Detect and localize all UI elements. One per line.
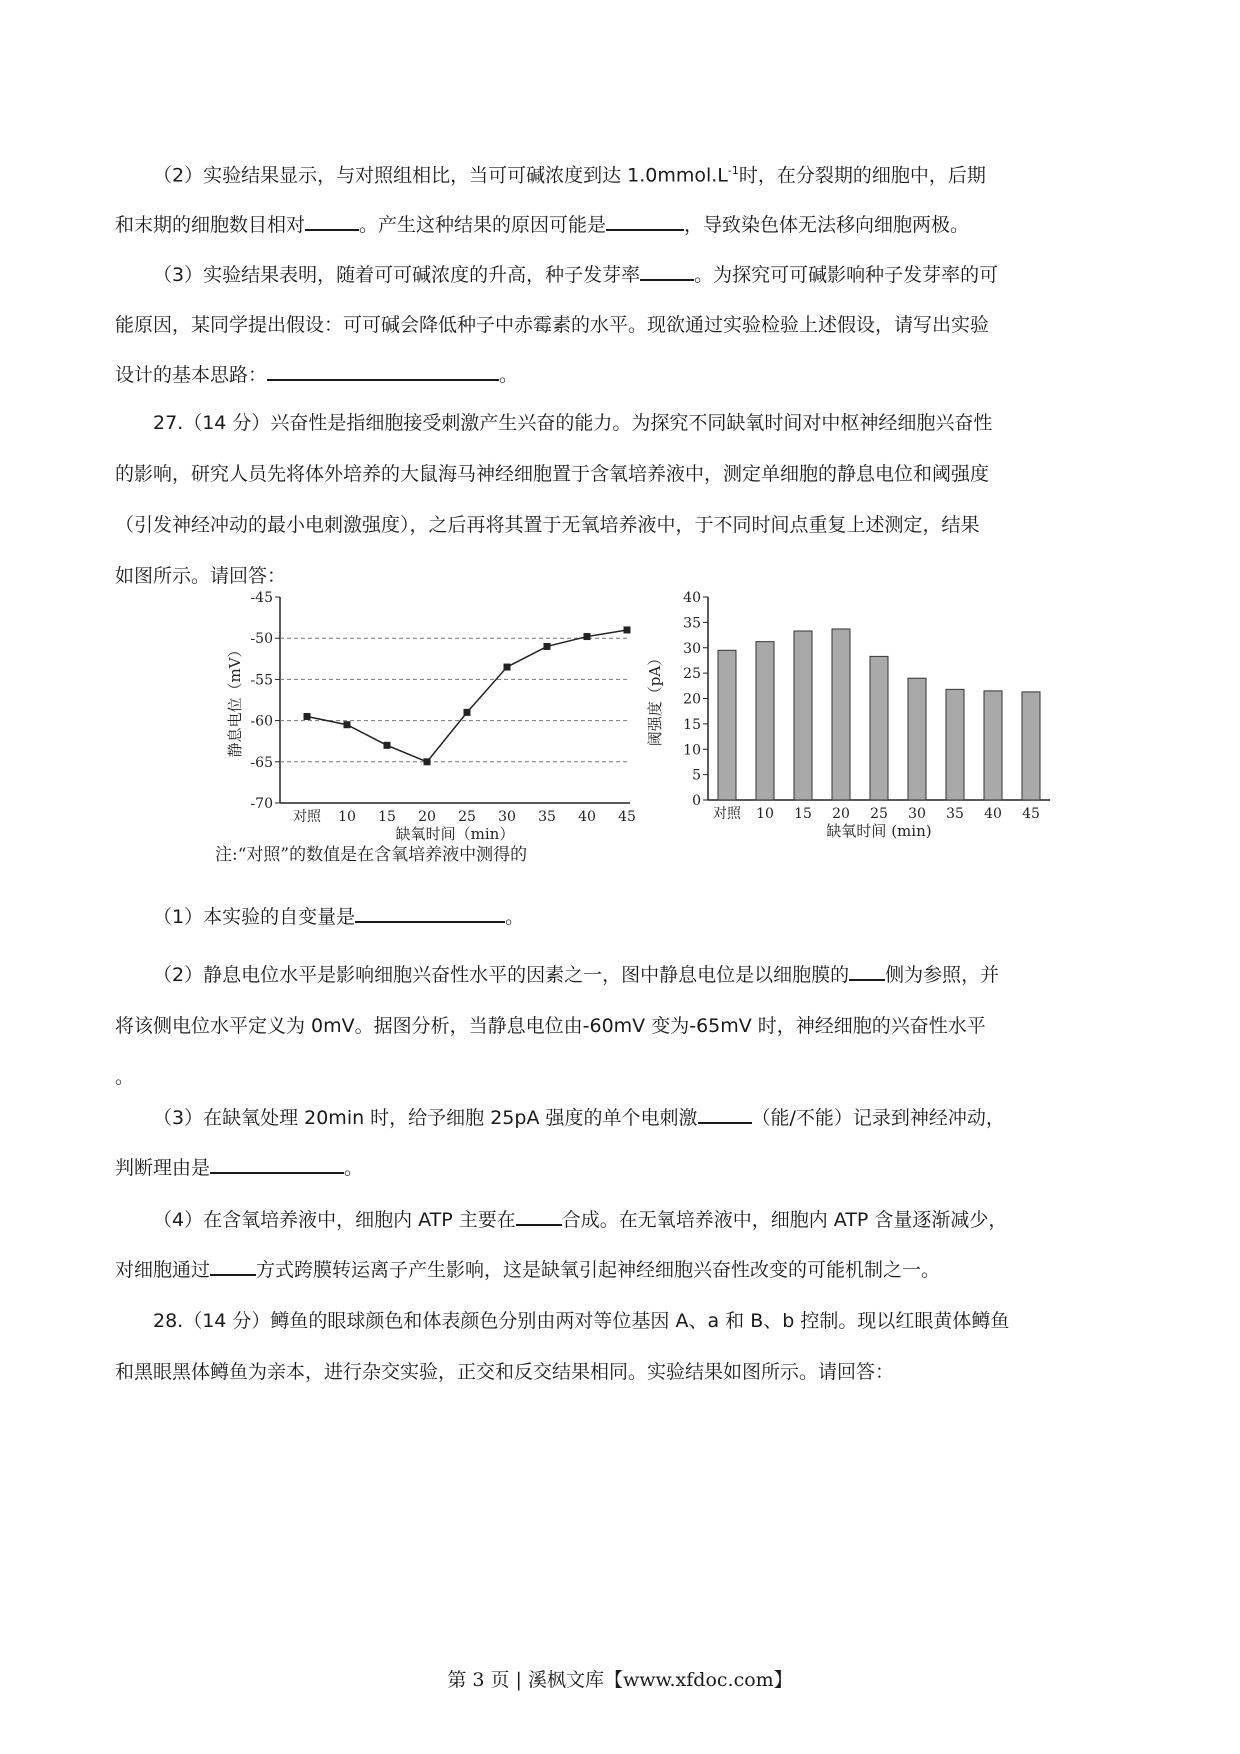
q26-p3-text-b: 。为探究可可碱影响种子发芽率的可 [694,264,999,286]
data-point [424,758,431,765]
bar [794,631,812,800]
bar [718,650,736,800]
answer-blank[interactable] [355,903,505,923]
y-tick-label: 10 [683,742,701,759]
x-tick-label: 20 [832,806,850,822]
y-tick-label: -70 [250,796,273,812]
bar [756,642,774,800]
bar [984,691,1002,800]
bar [832,629,850,800]
data-point [584,633,591,640]
x-tick-label: 25 [870,806,888,822]
q27-s1-text-a: （1）本实验的自变量是 [153,906,356,928]
x-axis-label: 缺氧时间（min） [395,825,515,843]
q27-s4-text-c: 对细胞通过 [115,1259,211,1281]
q26-p2-text-c: 和末期的细胞数目相对 [115,214,306,237]
q27-s3-text-a: （3）在缺氧处理 20min 时，给予细胞 25pA 强度的单个电刺激 [153,1107,698,1129]
data-point [544,643,551,650]
q27-s2-text-b: 侧为参照，并 [885,964,1000,986]
y-tick-label: 15 [683,716,701,733]
y-tick-label: -45 [250,590,273,606]
q27-s1-text-b: 。 [505,906,525,928]
q27-s4-text-d: 方式跨膜转运离子产生影响，这是缺氧引起神经细胞兴奋性改变的可能机制之一。 [256,1259,941,1281]
x-tick-label: 45 [618,809,636,825]
q27-s2-text-d: 。 [115,1066,135,1088]
q28-line: 和黑眼黑体鳟鱼为亲本，进行杂交实验，正交和反交结果相同。实验结果如图所示。请回答： [115,1361,895,1383]
bar [1022,692,1040,800]
data-point [344,721,351,728]
answer-blank[interactable] [640,261,694,281]
q27-intro-line: 的影响，研究人员先将体外培养的大鼠海马神经细胞置于含氧培养液中，测定单细胞的静息电位和阈强度 [115,463,990,485]
y-tick-label: 0 [692,793,701,809]
q27-s2-text-a: （2）静息电位水平是影响细胞兴奋性水平的因素之一，图中静息电位是以细胞膜的 [153,964,850,986]
q26-part2 [115,146,1135,250]
data-point [384,742,391,749]
charts-svg [210,585,1090,865]
answer-blank[interactable] [849,961,885,981]
x-tick-label: 30 [908,806,926,822]
x-tick-label: 10 [756,806,774,822]
answer-blank[interactable] [305,211,359,231]
q28-intro [115,1296,1135,1398]
bar [908,678,926,800]
q27-intro [115,398,1135,602]
y-axis-label: 静息电位（mV） [226,642,244,758]
data-point [624,626,631,633]
x-tick-label: 35 [538,809,556,825]
x-axis-label: 缺氧时间 (min) [826,822,932,840]
q26-p3-text-a: （3）实验结果表明，随着可可碱浓度的升高，种子发芽率 [153,264,641,286]
bar [946,689,964,800]
q27-intro-line: 27.（14 分）兴奋性是指细胞接受刺激产生兴奋的能力。为探究不同缺氧时间对中枢神经细胞兴奋性 [153,412,993,434]
q26-p2-superscript: -1 [727,164,739,177]
x-tick-label: 45 [1022,806,1040,822]
q27-s3-text-c: 判断理由是 [115,1157,211,1179]
q27-s3-text-b: （能/不能）记录到神经冲动， [751,1107,1005,1129]
y-tick-label: 5 [692,767,701,784]
q27-s4-text-a: （4）在含氧培养液中，细胞内 ATP 主要在 [153,1209,516,1231]
q26-p2-text-e: ，导致染色体无法移向细胞两极。 [684,214,970,237]
answer-blank[interactable] [516,1206,562,1226]
resting-potential-line-chart [226,590,636,843]
q27-sub4 [115,1195,1135,1295]
x-tick-label: 40 [578,809,596,825]
x-tick-label: 40 [984,806,1002,822]
answer-blank[interactable] [210,1154,344,1174]
series-line [307,630,627,762]
data-point [464,709,471,716]
x-tick-label: 20 [418,809,436,825]
q26-p3-text-c: 能原因，某同学提出假设：可可碱会降低种子中赤霉素的水平。现欲通过实验检验上述假设，请写出实验 [115,314,990,336]
q28-line: 28.（14 分）鳟鱼的眼球颜色和体表颜色分别由两对等位基因 A、a 和 B、b 控制。现以红眼黄体鳟鱼 [153,1310,1010,1332]
q27-sub1 [115,903,1135,931]
q27-intro-line: 如图所示。请回答： [115,565,287,587]
y-tick-label: -50 [250,631,273,648]
answer-blank[interactable] [210,1256,256,1276]
y-tick-label: 25 [683,666,701,683]
q27-sub2 [115,950,1135,1103]
page-footer: 第 3 页 | 溪枫文库【www.xfdoc.com】 [447,1669,793,1691]
y-tick-label: -65 [250,754,273,771]
y-tick-label: 20 [683,691,701,708]
x-tick-label: 35 [946,806,964,822]
answer-blank[interactable] [698,1104,752,1124]
x-tick-label: 对照 [713,806,741,822]
data-point [304,713,311,720]
q26-p3-text-d: 设计的基本思路： [115,364,268,386]
q27-s2-text-c: 将该侧电位水平定义为 0mV。据图分析，当静息电位由-60mV 变为-65mV 时，神经细胞的兴奋性水平 [115,1015,986,1037]
x-tick-label: 10 [338,809,356,825]
x-tick-label: 对照 [293,809,321,825]
q26-p2-text-b: 时，在分裂期的细胞中，后期 [738,164,986,187]
q27-intro-line: （引发神经冲动的最小电刺激强度），之后再将其置于无氧培养液中，于不同时间点重复上述测定，结果 [115,514,980,536]
bar [870,656,888,800]
y-tick-label: -55 [250,672,273,689]
data-point [504,664,511,671]
y-tick-label: 30 [683,640,701,657]
x-tick-label: 15 [794,806,812,822]
q26-p3-text-e: 。 [499,364,519,386]
q26-part3 [115,250,1135,400]
y-tick-label: 35 [683,615,701,632]
y-tick-label: 40 [683,590,701,606]
x-tick-label: 25 [458,809,476,825]
y-tick-label: -60 [250,713,273,730]
q27-s4-text-b: 合成。在无氧培养液中，细胞内 ATP 含量逐渐减少， [561,1209,1008,1231]
q27-sub3 [115,1093,1135,1193]
figure-charts [210,585,1090,865]
q26-p2-text-d: 。产生这种结果的原因可能是 [359,214,607,237]
answer-blank[interactable] [267,361,499,381]
x-tick-label: 15 [378,809,396,825]
q26-p2-text-a: （2）实验结果显示，与对照组相比，当可可碱浓度到达 1.0mmol.L [153,164,728,187]
q27-s3-text-d: 。 [344,1157,364,1179]
answer-blank[interactable] [606,211,684,231]
y-axis-label: 阈强度（pA） [646,650,664,747]
threshold-bar-chart [646,590,1050,840]
x-tick-label: 30 [498,809,516,825]
figure-note: 注:“对照”的数值是在含氧培养液中测得的 [215,845,528,865]
